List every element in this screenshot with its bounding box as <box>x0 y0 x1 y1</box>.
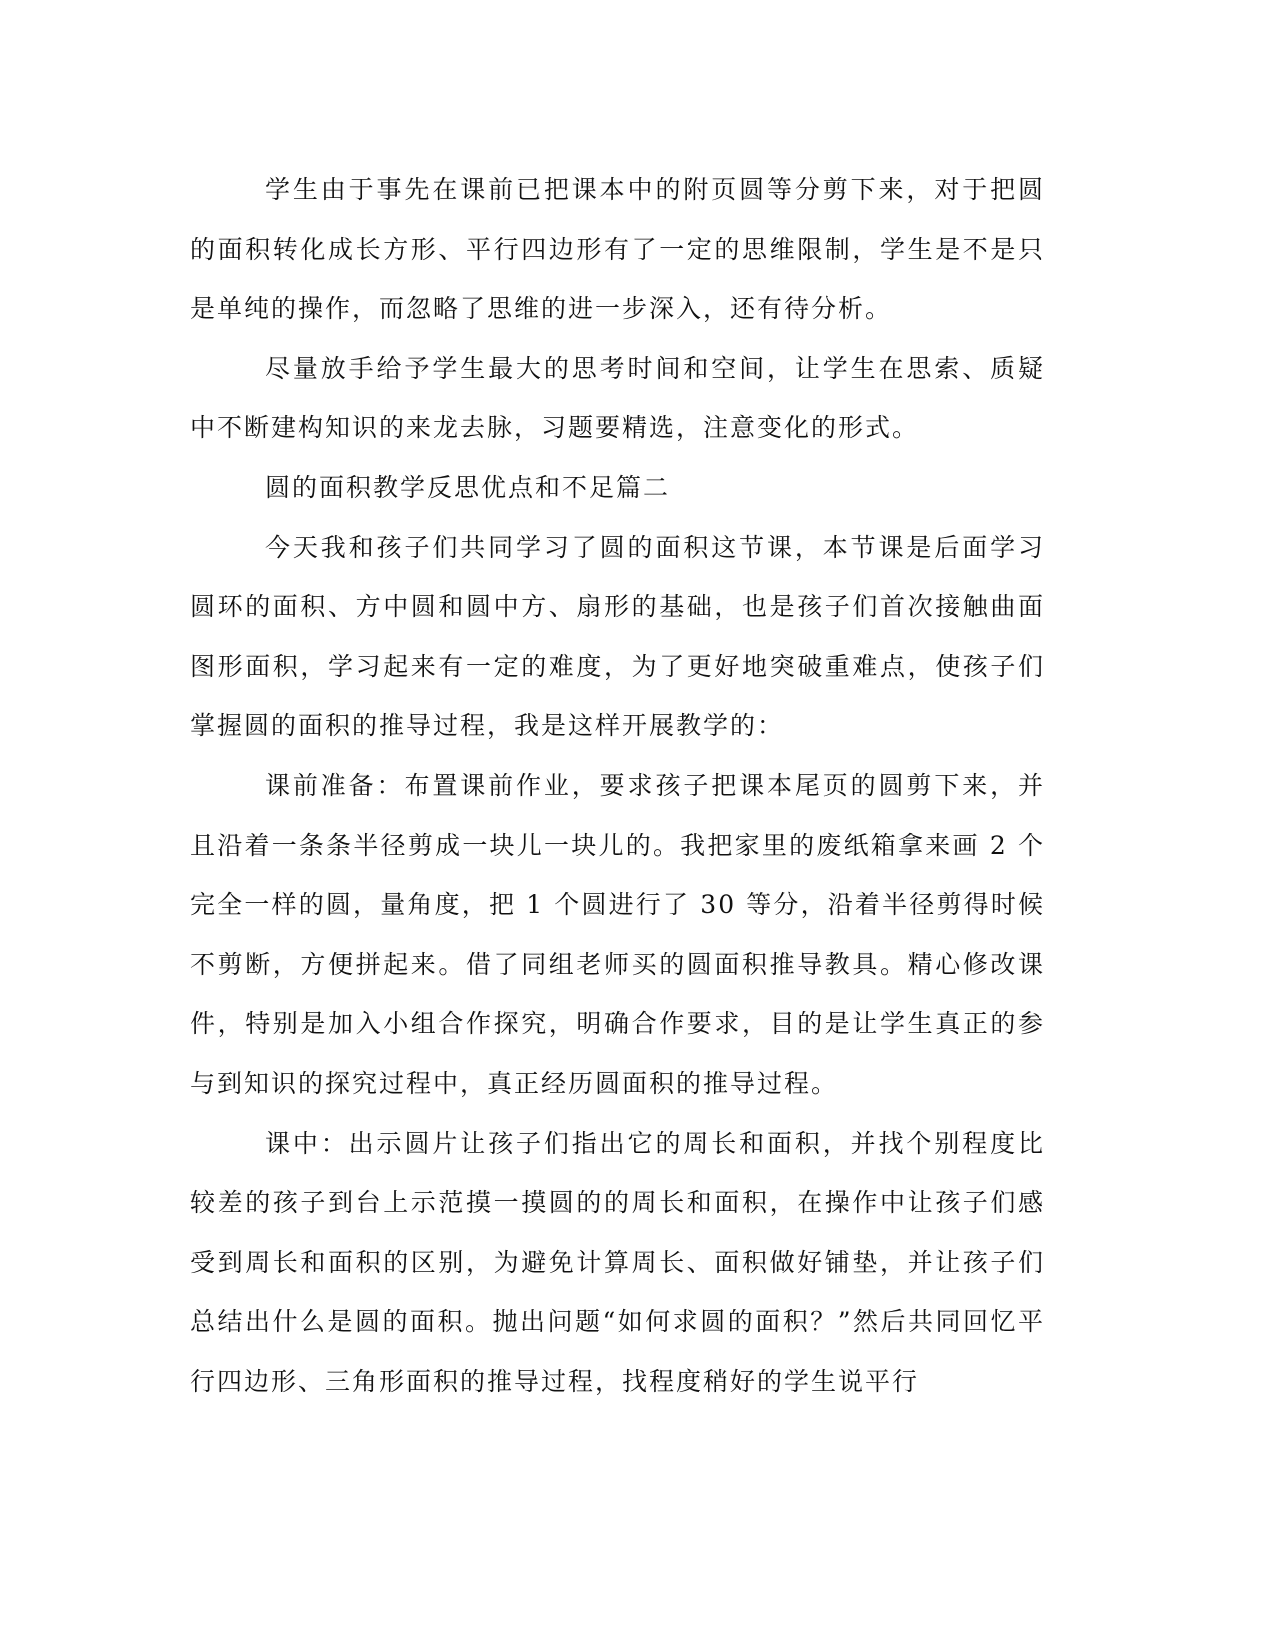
paragraph-1: 学生由于事先在课前已把课本中的附页圆等分剪下来，对于把圆的面积转化成长方形、平行四边形有了一定的思维限制，学生是不是只是单纯的操作，而忽略了思维的进一步深入，还有待分析。 <box>190 175 1045 324</box>
paragraph-5: 课中：出示圆片让孩子们指出它的周长和面积，并找个别程度比较差的孩子到台上示范摸一摸圆的的周长和面积，在操作中让孩子们感受到周长和面积的区别，为避免计算周长、面积做好铺垫，并让孩子们总结出什么是圆的面积。抛出问题“如何求圆的面积？”然后共同回忆平行四边形、三角形面积的推导过程，找程度稍好的学生说平行 <box>190 1128 1045 1396</box>
paragraph-2: 尽量放手给予学生最大的思考时间和空间，让学生在思索、质疑中不断建构知识的来龙去脉，习题要精选，注意变化的形式。 <box>190 353 1045 443</box>
section-heading: 圆的面积教学反思优点和不足篇二 <box>265 472 671 502</box>
paragraph-4: 课前准备：布置课前作业，要求孩子把课本尾页的圆剪下来，并且沿着一条条半径剪成一块儿一块儿的。我把家里的废纸箱拿来画 2 个完全一样的圆，量角度，把 1 个圆进行了 30 等分，沿着半径剪得时候不剪断，方便拼起来。借了同组老师买的圆面积推导教具。精心修改课件，特别是加入小组合作探究，明确合作要求，目的是让学生真正的参与到知识的探究过程中，真正经历圆面积的推导过程。 <box>190 770 1045 1098</box>
paragraph-3: 今天我和孩子们共同学习了圆的面积这节课，本节课是后面学习圆环的面积、方中圆和圆中方、扇形的基础，也是孩子们首次接触曲面图形面积，学习起来有一定的难度，为了更好地突破重难点，使孩子们掌握圆的面积的推导过程，我是这样开展教学的： <box>190 532 1045 741</box>
